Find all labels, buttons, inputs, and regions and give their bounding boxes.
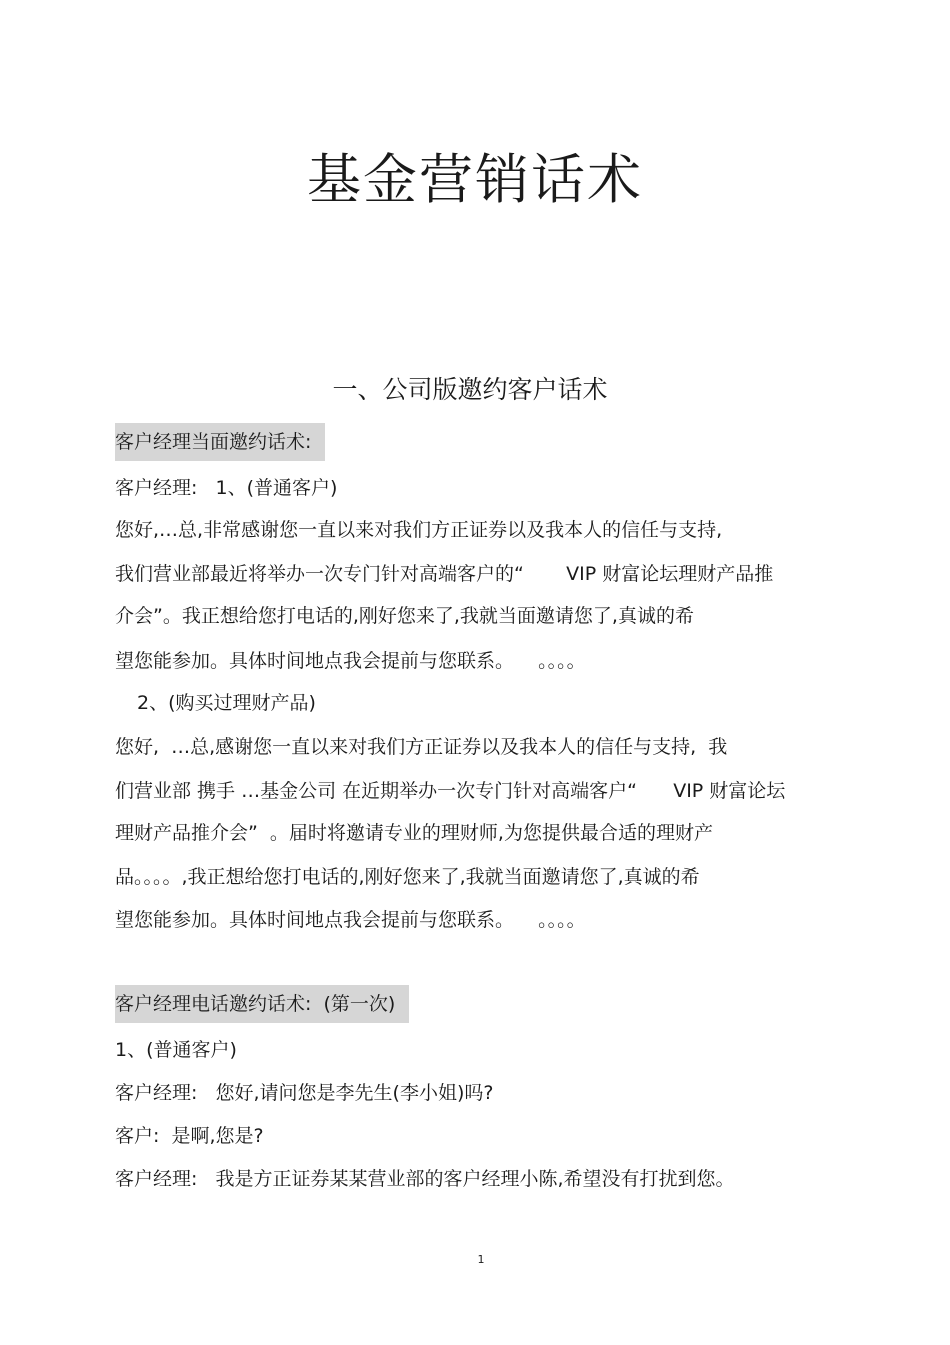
text-line: 您好, …总,感谢您一直以来对我们方正证券以及我本人的信任与支持, 我 (115, 736, 728, 758)
document-title: 基金营销话术 (307, 148, 643, 211)
subsection-heading-phone (115, 991, 409, 1017)
text-line: 您好,…总,非常感谢您一直以来对我们方正证券以及我本人的信任与支持, (115, 519, 723, 541)
text-line: 望您能参加。具体时间地点我会提前与您联系。 。。。。 (115, 909, 586, 931)
text-line: 品。。。。,我正想给您打电话的,刚好您来了,我就当面邀请您了,真诚的希 (115, 866, 700, 888)
text-line: 介会”。我正想给您打电话的,刚好您来了,我就当面邀请您了,真诚的希 (115, 605, 694, 627)
highlighted-heading: 客户经理电话邀约话术: (第一次) (115, 985, 409, 1023)
dialog-line: 客户经理: 您好,请问您是李先生(李小姐)吗? (115, 1082, 494, 1104)
text-line: 我们营业部最近将举办一次专门针对高端客户的“ VIP 财富论坛理财产品推 (115, 563, 774, 585)
section-heading: 一、公司版邀约客户话术 (332, 375, 608, 404)
text-line: 客户经理: 1、(普通客户) (115, 477, 338, 499)
text-line: 们营业部 携手 …基金公司 在近期举办一次专门针对高端客户“ VIP 财富论坛 (115, 780, 786, 802)
text-line: 1、(普通客户) (115, 1039, 237, 1061)
text-line: 2、(购买过理财产品) (137, 692, 316, 714)
highlighted-heading: 客户经理当面邀约话术: (115, 423, 325, 461)
subsection-heading-face-to-face (115, 429, 325, 455)
page-number: 1 (477, 1253, 485, 1266)
dialog-line: 客户: 是啊,您是? (115, 1125, 264, 1147)
dialog-line: 客户经理: 我是方正证券某某营业部的客户经理小陈,希望没有打扰到您。 (115, 1168, 735, 1190)
text-line: 望您能参加。具体时间地点我会提前与您联系。 。。。。 (115, 650, 586, 672)
text-line: 理财产品推介会” 。届时将邀请专业的理财师,为您提供最合适的理财产 (115, 822, 713, 844)
